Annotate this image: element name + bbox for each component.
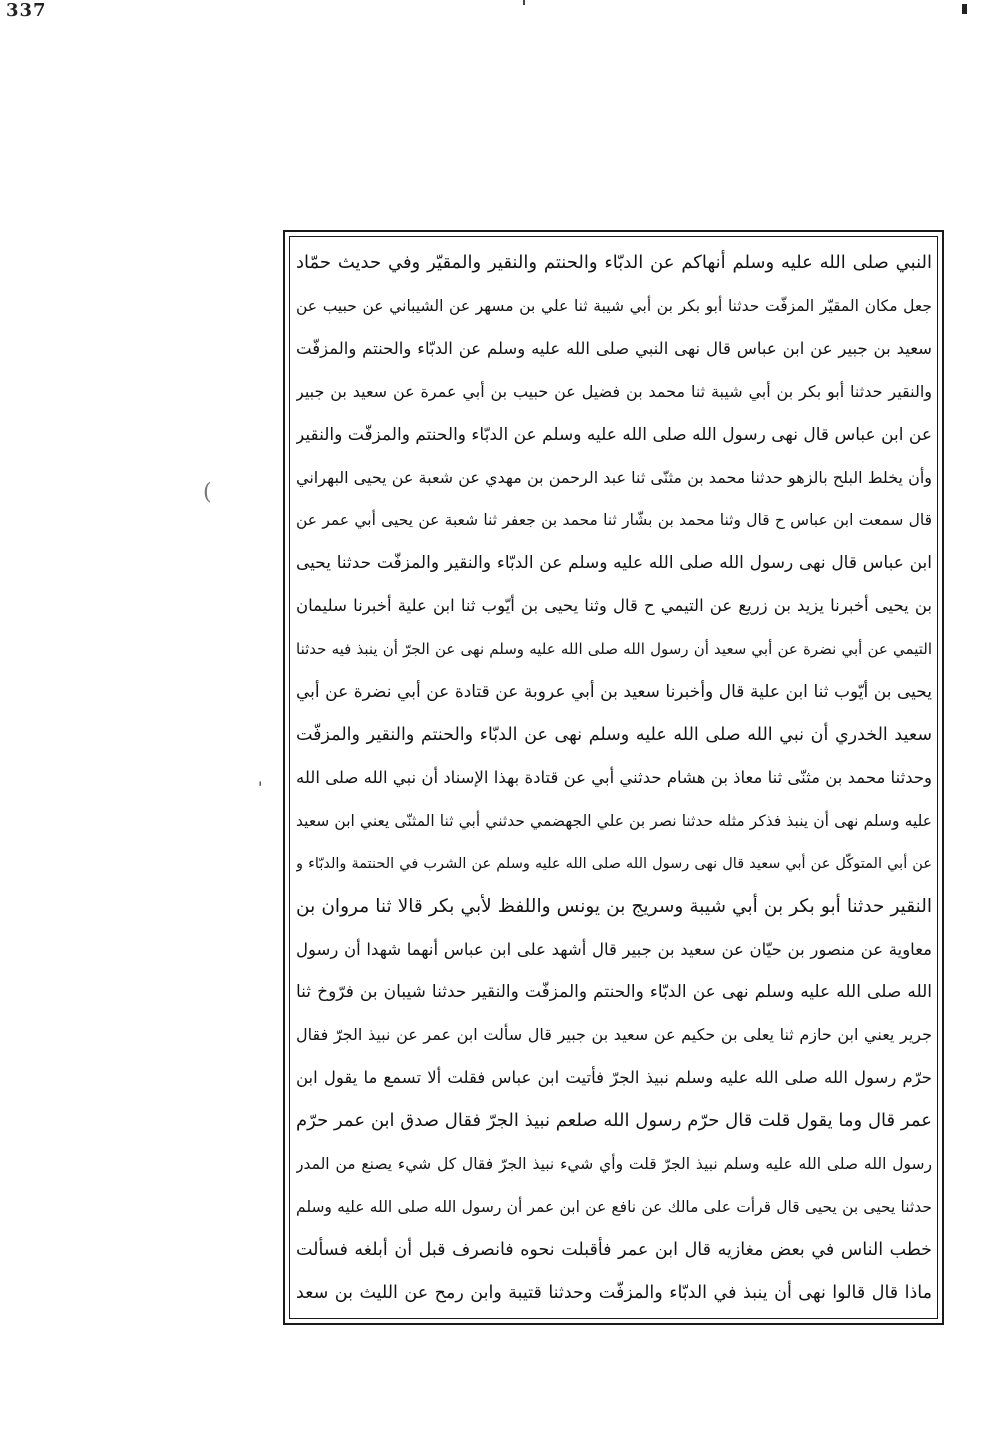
text-line: التيمي عن أبي نضرة عن أبي سعيد أن رسول الله صلى الله عليه وسلم نهى عن الجرّ أن ينبذ فيه حدثنا [296, 640, 932, 659]
text-line: ماذا قال قالوا نهى أن ينبذ في الدبّاء والمزفّت وحدثنا قتيبة وابن رمح عن الليث بن سعد [296, 1282, 932, 1303]
text-line: رسول الله صلى الله عليه وسلم نبيذ الجرّ قلت وأي شيء نبيذ الجرّ فقال كل شيء يصنع من المدر [296, 1155, 932, 1174]
text-line: معاوية عن منصور بن حيّان عن سعيد بن جبير قال أشهد على ابن عباس أنهما شهدا أن رسول [296, 939, 932, 959]
scan-speck [962, 4, 967, 14]
margin-small-mark: ' [258, 778, 263, 797]
manuscript-text-block [296, 238, 932, 1316]
text-line: قال سمعت ابن عباس ح قال وثنا محمد بن بشّار ثنا محمد بن جعفر ثنا شعبة عن يحيى أبي عمر عن [296, 511, 932, 530]
text-line: جعل مكان المقيّر المزفّت حدثنا أبو بكر بن أبي شيبة ثنا علي بن مسهر عن الشيباني عن حبيب عن [296, 296, 932, 315]
scan-speck [523, 0, 525, 5]
text-line: الله صلى الله عليه وسلم نهى عن الدبّاء والحنتم والمزفّت والنقير حدثنا شيبان بن فرّوخ ثنا [296, 982, 932, 1003]
text-line: وأن يخلط البلح بالزهو حدثنا محمد بن مثنّى ثنا عبد الرحمن بن مهدي عن شعبة عن يحيى البهراني [296, 467, 932, 487]
text-line: حدثنا يحيى بن يحيى قال قرأت على مالك عن نافع عن ابن عمر أن رسول الله صلى الله عليه وسلم [296, 1197, 932, 1216]
text-line: حرّم رسول الله صلى الله عليه وسلم نبيذ الجرّ فأتيت ابن عباس فقلت ألا تسمع ما يقول ابن [296, 1068, 932, 1088]
text-line: بن يحيى أخبرنا يزيد بن زريع عن التيمي ح قال وثنا يحيى بن أيّوب ثنا ابن علية أخبرنا سليمان [296, 596, 932, 616]
text-line: جرير يعني ابن حازم ثنا يعلى بن حكيم عن سعيد بن جبير قال سألت ابن عمر عن نبيذ الجرّ فقال [296, 1025, 932, 1045]
text-line: النقير حدثنا أبو بكر بن أبي شيبة وسريج بن يونس واللفظ لأبي بكر قالا ثنا مروان بن [296, 895, 932, 917]
text-line: سعيد بن جبير عن ابن عباس قال نهى النبي صلى الله عليه وسلم عن الدبّاء والحنتم والمزفّت [296, 338, 932, 358]
text-line: وحدثنا محمد بن مثنّى ثنا معاذ بن هشام حدثني أبي عن قتادة بهذا الإسناد أن نبي الله صلى الله [296, 767, 932, 787]
text-line: عمر قال وما يقول قلت قال حرّم رسول الله صلعم نبيذ الجرّ فقال صدق ابن عمر حرّم [296, 1110, 932, 1132]
margin-paren-mark: ( [203, 480, 212, 505]
text-line: عن أبي المتوكّل عن أبي سعيد قال نهى رسول الله صلى الله عليه وسلم عن الشرب في الحنتمة والدبّاء و [296, 855, 932, 872]
text-line: النبي صلى الله عليه وسلم أنهاكم عن الدبّاء والحنتم والنقير والمقيّر وفي حديث حمّاد [296, 252, 932, 273]
text-line: عليه وسلم نهى أن ينبذ فذكر مثله حدثنا نصر بن علي الجهضمي حدثني أبي ثنا المثنّى يعني ابن سعيد [296, 811, 932, 830]
text-line: سعيد الخدري أن نبي الله صلى الله عليه وسلم نهى عن الدبّاء والحنتم والنقير والمزفّت [296, 724, 932, 745]
page-number: 337 [6, 0, 47, 21]
text-line: خطب الناس في بعض مغازيه قال ابن عمر فأقبلت نحوه فانصرف قبل أن أبلغه فسألت [296, 1239, 932, 1260]
text-line: يحيى بن أيّوب ثنا ابن علية قال وأخبرنا سعيد بن أبي عروبة عن قتادة عن أبي نضرة عن أبي [296, 682, 932, 703]
text-line: ابن عباس قال نهى رسول الله صلى الله عليه وسلم عن الدبّاء والنقير والمزفّت حدثنا يحيى [296, 553, 932, 574]
text-line: والنقير حدثنا أبو بكر بن أبي شيبة ثنا محمد بن فضيل عن حبيب بن أبي عمرة عن سعيد بن جبير [296, 381, 932, 401]
text-line: عن ابن عباس قال نهى رسول الله صلى الله عليه وسلم عن الدبّاء والحنتم والمزفّت والنقير [296, 424, 932, 445]
